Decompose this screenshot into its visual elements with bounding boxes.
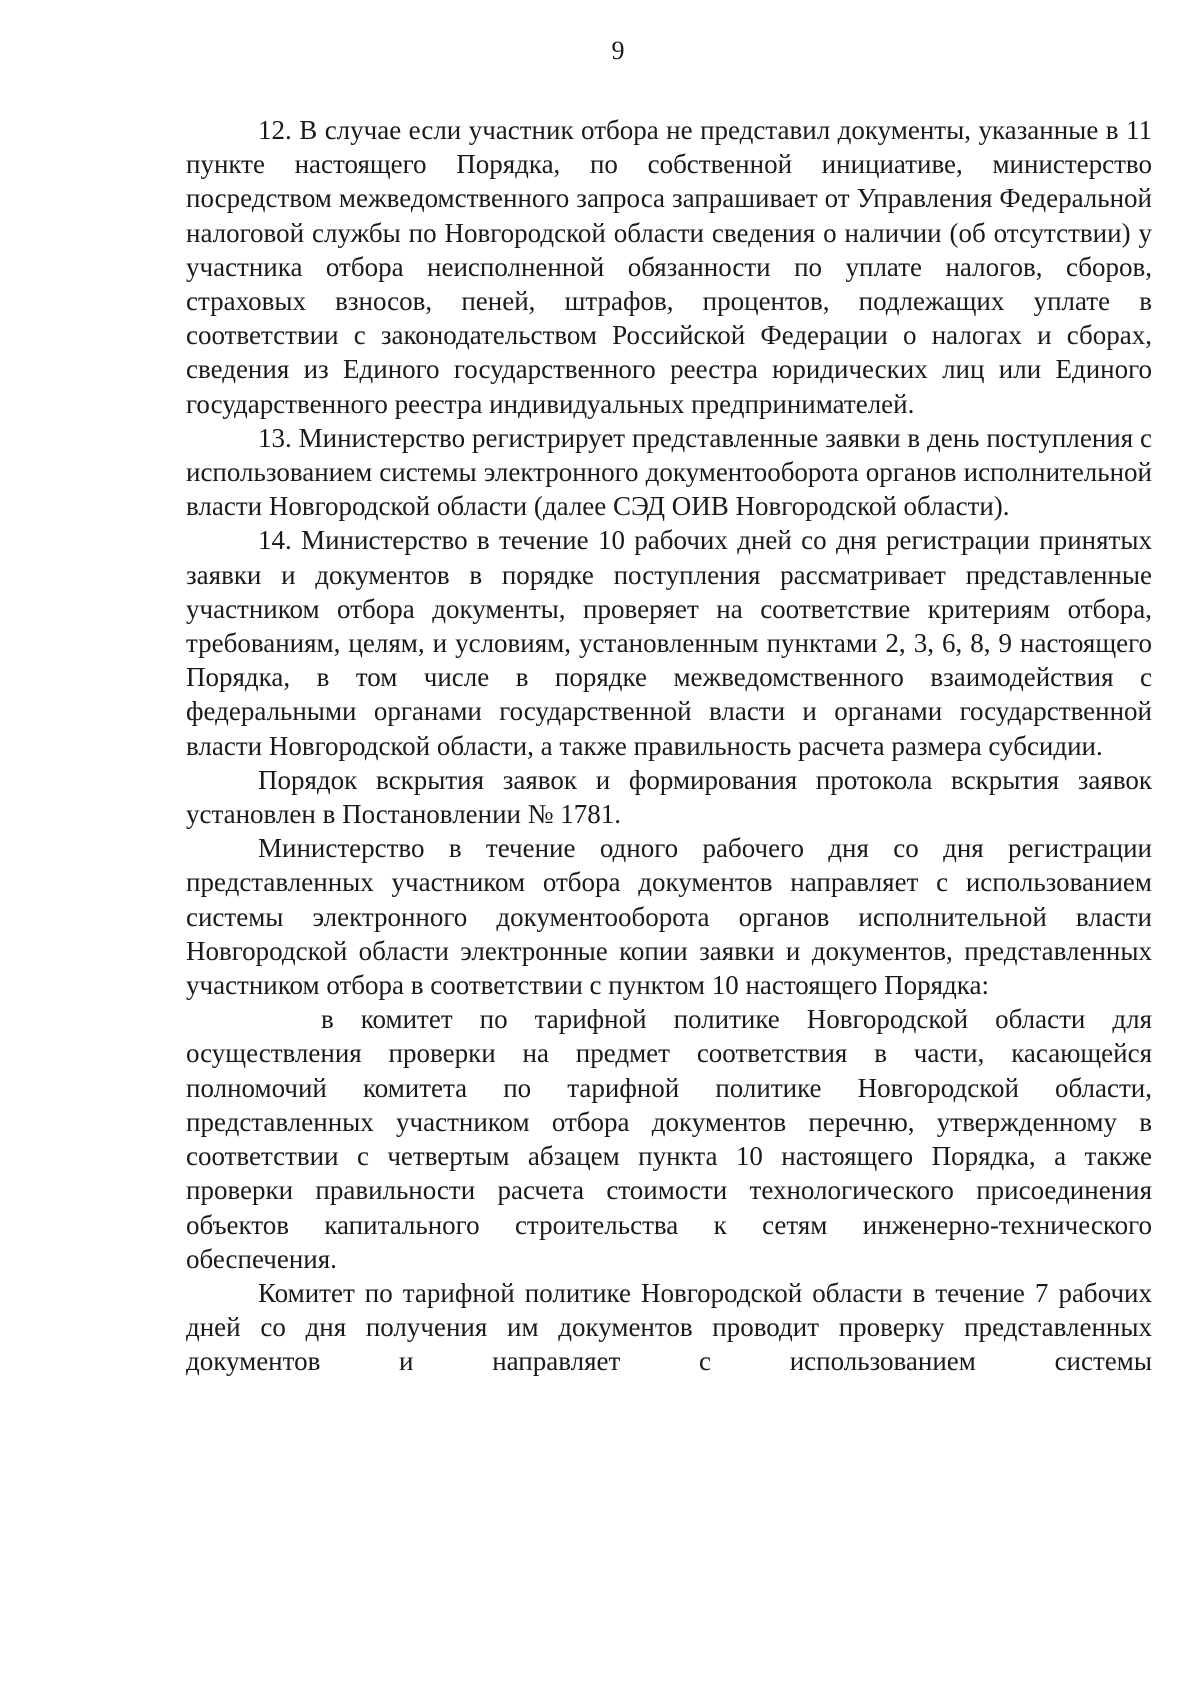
- paragraph-12: 12. В случае если участник отбора не представил документы, указанные в 11 пункте настоящего Порядка, по собственной инициативе, министерство посредством межведомственного запроса запрашивает от Управления Федеральной налоговой службы по Новгородской области сведения о наличии (об отсутствии) у участника отбора неисполненной обязанности по уплате налогов, сборов, страховых взносов, пеней, штрафов, процентов, подлежащих уплате в соответствии с законодательством Российской Федерации о налогах и сборах, сведения из Единого государственного реестра юридических лиц или Единого государственного реестра индивидуальных предпринимателей.: [186, 115, 1152, 419]
- paragraph-ministry-forwarding: Министерство в течение одного рабочего дня со дня регистрации представленных участником отбора документов направляет с использованием системы электронного документооборота органов исполнительной власти Новгородской области электронные копии заявки и документов, представленных участником отбора в соответствии с пунктом 10 настоящего Порядка:: [186, 833, 1152, 1001]
- page-number: 9: [611, 36, 625, 65]
- paragraph-opening-procedure: Порядок вскрытия заявок и формирования протокола вскрытия заявок установлен в Постановлении № 1781.: [186, 764, 1152, 830]
- paragraph-tariff-committee-item: в комитет по тарифной политике Новгородской области для осуществления проверки на предмет соответствия в части, касающейся полномочий комитета по тарифной политике Новгородской области, представленных участником отбора документов перечню, утвержденному в соответствии с четвертым абзацем пункта 10 настоящего Порядка, а также проверки правильности расчета стоимости технологического присоединения объектов капитального строительства к сетям инженерно-технического обеспечения.: [186, 1004, 1152, 1274]
- paragraph-13: 13. Министерство регистрирует представленные заявки в день поступления с использованием системы электронного документооборота органов исполнительной власти Новгородской области (далее СЭД ОИВ Новгородской области).: [186, 422, 1152, 522]
- paragraph-14: 14. Министерство в течение 10 рабочих дней со дня регистрации принятых заявки и документов в порядке поступления рассматривает представленные участником отбора документы, проверяет на соответствие критериям отбора, требованиям, целям, и условиям, установленным пунктами 2, 3, 6, 8, 9 настоящего Порядка, в том числе в порядке межведомственного взаимодействия с федеральными органами государственной власти и органами государственной власти Новгородской области, а также правильность расчета размера субсидии.: [186, 525, 1152, 761]
- paragraph-tariff-committee-review: Комитет по тарифной политике Новгородской области в течение 7 рабочих дней со дня получения им документов проводит проверку представленных документов и направляет с использованием системы: [186, 1277, 1152, 1377]
- document-body: [186, 113, 1152, 1379]
